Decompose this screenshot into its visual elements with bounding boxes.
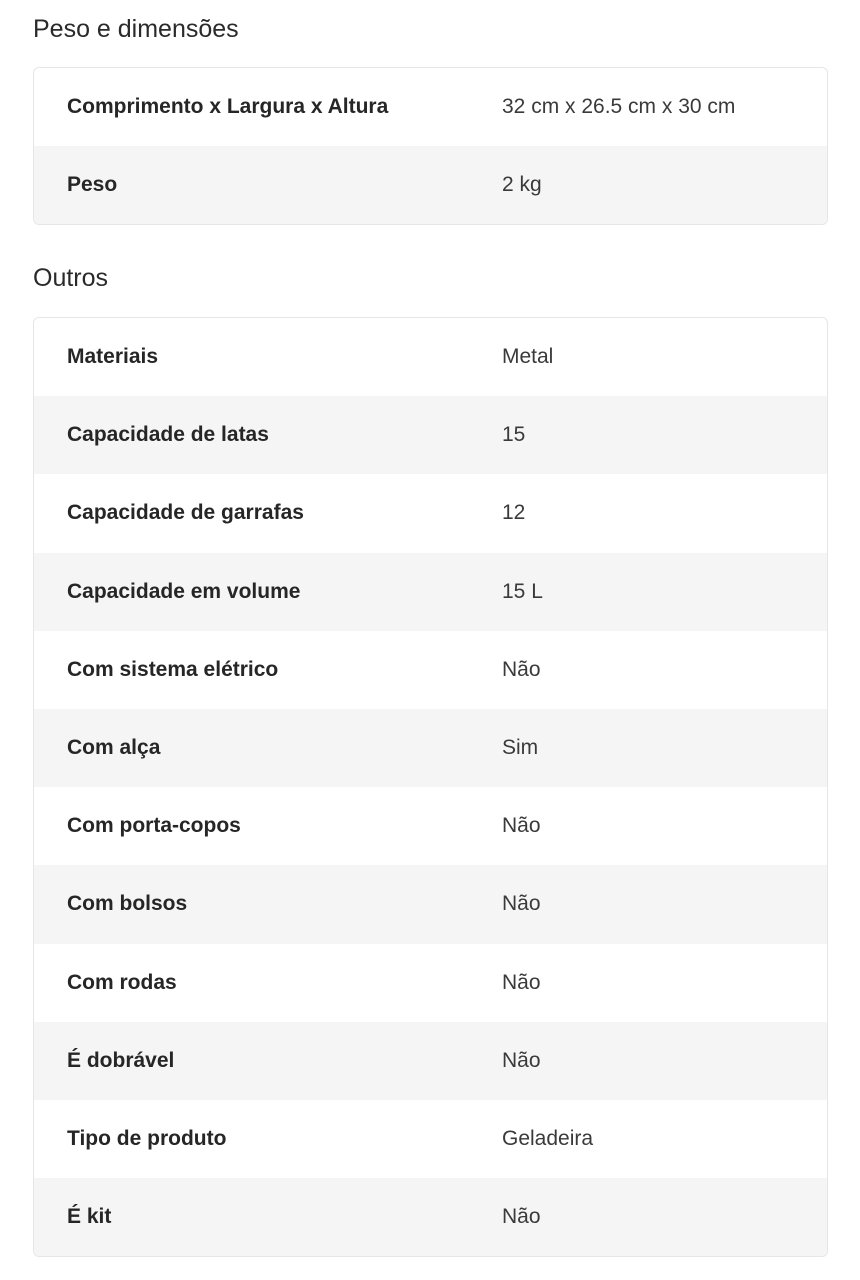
spec-label: Com bolsos — [67, 892, 188, 916]
spec-row — [34, 944, 827, 1022]
spec-value: Sim — [502, 736, 539, 760]
spec-label: Peso — [67, 173, 118, 197]
spec-value: Geladeira — [502, 1126, 594, 1150]
spec-row — [34, 68, 827, 146]
spec-value: Não — [502, 657, 541, 681]
spec-value: 15 — [502, 423, 526, 447]
spec-row — [34, 709, 827, 787]
spec-label: É dobrável — [67, 1048, 175, 1072]
spec-row — [34, 318, 827, 396]
spec-label: Com rodas — [67, 970, 177, 994]
spec-label: Capacidade de latas — [67, 423, 269, 447]
spec-value: 32 cm x 26.5 cm x 30 cm — [502, 95, 736, 119]
spec-value: Não — [502, 1048, 541, 1072]
spec-label: Capacidade em volume — [67, 579, 301, 603]
spec-value: Não — [502, 814, 541, 838]
spec-label: Materiais — [67, 345, 159, 369]
spec-row — [34, 396, 827, 474]
spec-row — [34, 1022, 827, 1100]
spec-value: 2 kg — [502, 173, 542, 197]
section-title-peso-dimensoes: Peso e dimensões — [33, 15, 239, 43]
spec-value: Não — [502, 970, 541, 994]
spec-row — [34, 1100, 827, 1178]
spec-value: 12 — [502, 501, 526, 525]
section-title-outros: Outros — [33, 264, 109, 292]
spec-label: Comprimento x Largura x Altura — [67, 95, 389, 119]
spec-table-outros — [33, 317, 828, 1257]
spec-row — [34, 865, 827, 943]
spec-row — [34, 631, 827, 709]
spec-value: Não — [502, 1205, 541, 1229]
spec-label: Capacidade de garrafas — [67, 501, 304, 525]
spec-label: É kit — [67, 1205, 112, 1229]
spec-label: Tipo de produto — [67, 1126, 227, 1150]
spec-label: Com sistema elétrico — [67, 657, 279, 681]
spec-label: Com porta-copos — [67, 814, 241, 838]
spec-label: Com alça — [67, 736, 161, 760]
spec-table-peso-dimensoes — [33, 67, 828, 225]
spec-row — [34, 787, 827, 865]
spec-value: Não — [502, 892, 541, 916]
spec-row — [34, 553, 827, 631]
spec-value: 15 L — [502, 579, 543, 603]
spec-value: Metal — [502, 345, 554, 369]
spec-row — [34, 1178, 827, 1256]
spec-row — [34, 474, 827, 552]
spec-row — [34, 146, 827, 224]
